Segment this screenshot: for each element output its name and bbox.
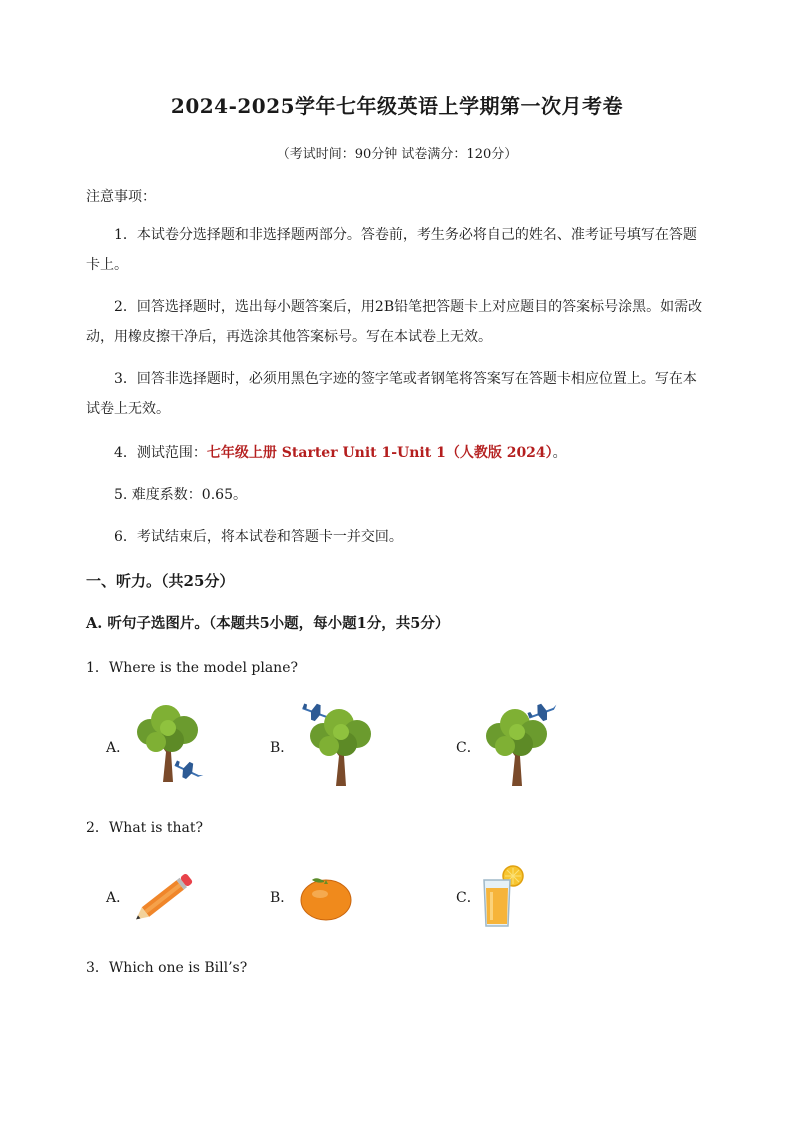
note-item-4 — [114, 442, 567, 462]
question-2-option-a-label: A． — [106, 890, 131, 906]
tree-plane-above-left-icon[interactable] — [298, 700, 378, 788]
question-1-text: 1．Where is the model plane? — [86, 660, 298, 676]
question-2-text: 2．What is that? — [86, 820, 203, 836]
orange-icon[interactable] — [298, 870, 354, 922]
note-item-4-suffix: 。 — [552, 445, 567, 461]
question-1-option-a-label: A． — [106, 740, 131, 756]
tree-plane-above-right-icon[interactable] — [478, 700, 562, 788]
tree-plane-below-icon[interactable] — [128, 702, 208, 784]
part-a-heading: A. 听句子选图片。（本题共5小题，每小题1分，共5分） — [86, 615, 450, 632]
exam-info: （考试时间：90分钟 试卷满分：120分） — [276, 147, 518, 162]
juice-icon[interactable] — [480, 864, 528, 930]
note-item-3: 3．回答非选择题时，必须用黑色字迹的签字笔或者钢笔将答案写在答题卡相应位置上。写在本试卷上无效。 — [86, 371, 697, 417]
section-heading-listening: 一、听力。（共25分） — [86, 572, 235, 590]
question-2-option-c-label: C． — [456, 890, 481, 906]
notes-heading: 注意事项： — [86, 189, 156, 205]
question-1-option-c-label: C． — [456, 740, 481, 756]
test-scope: 七年级上册 Starter Unit 1-Unit 1（人教版 2024） — [206, 445, 553, 461]
question-2-option-b-label: B． — [270, 890, 295, 906]
question-3-text: 3．Which one is Bill’s? — [86, 960, 248, 976]
note-item-2: 2．回答选择题时，选出每小题答案后，用2B铅笔把答题卡上对应题目的答案标号涂黑。如需改动，用橡皮擦干净后，再选涂其他答案标号。写在本试卷上无效。 — [86, 299, 703, 345]
note-item-6: 6．考试结束后，将本试卷和答题卡一并交回。 — [114, 529, 403, 545]
page-title: 2024-2025学年七年级英语上学期第一次月考卷 — [170, 94, 624, 118]
note-item-4-prefix: 4．测试范围： — [114, 445, 207, 461]
note-item-5: 5. 难度系数：0.65。 — [114, 487, 247, 503]
pencil-icon[interactable] — [134, 868, 198, 924]
question-1-option-b-label: B． — [270, 740, 295, 756]
note-item-1: 1．本试卷分选择题和非选择题两部分。答卷前，考生务必将自己的姓名、准考证号填写在答题卡上。 — [86, 227, 697, 273]
